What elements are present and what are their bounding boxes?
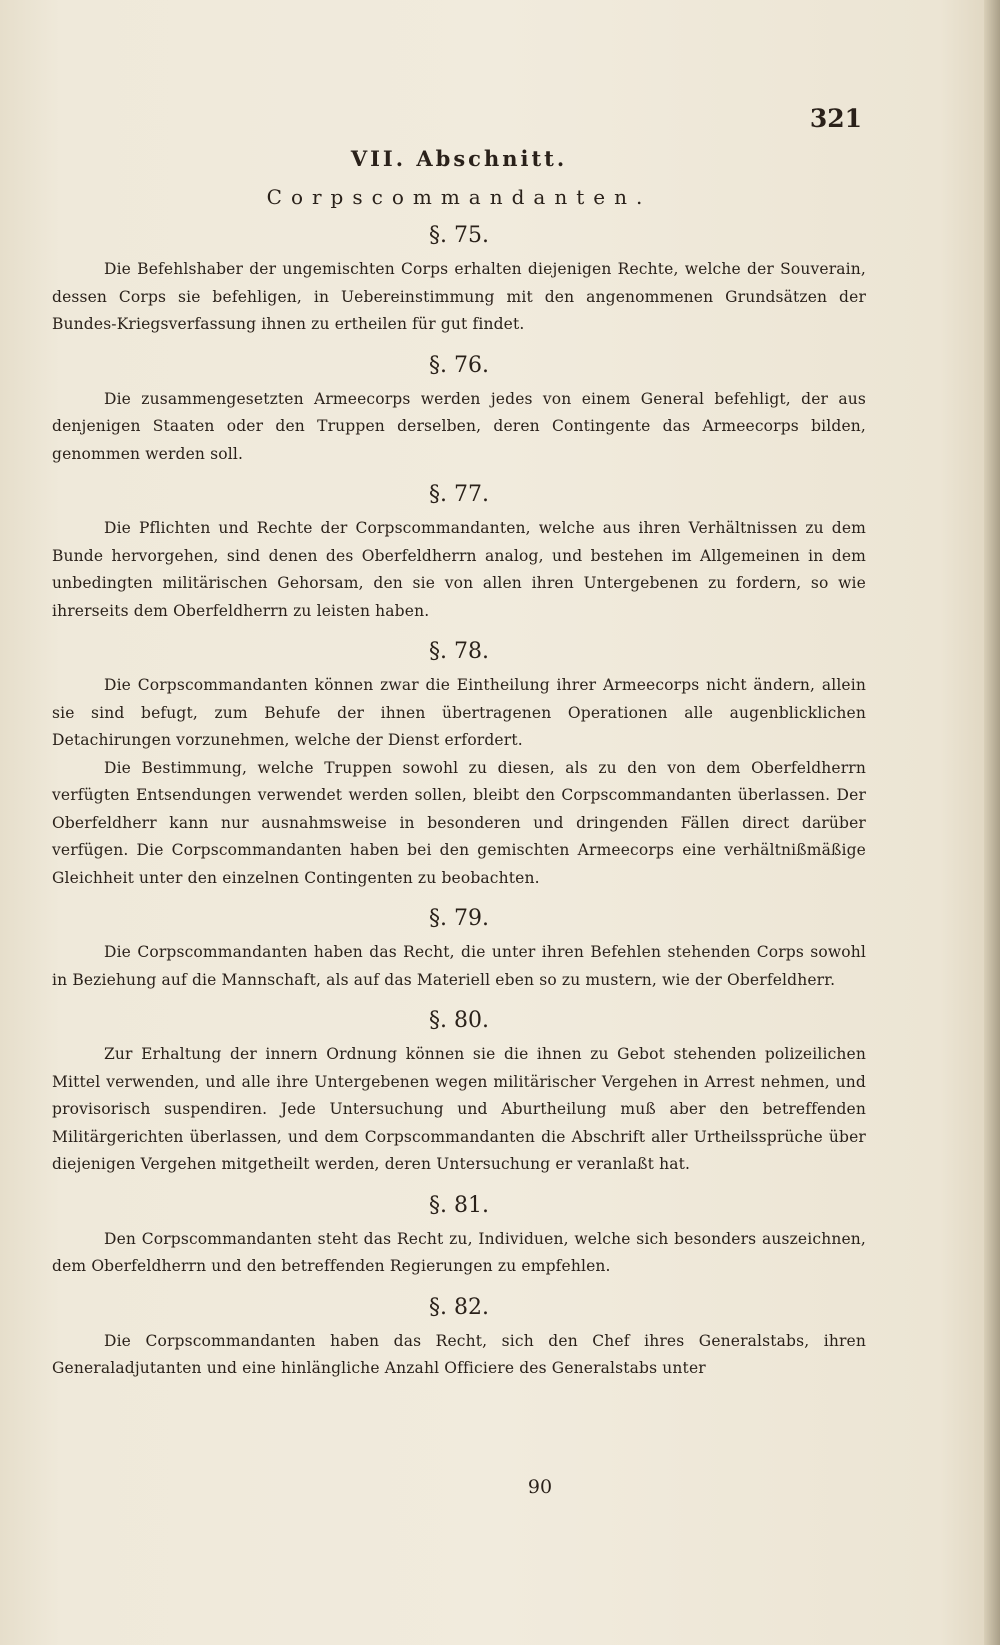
section-81 [52, 1193, 866, 1281]
section-75 [52, 223, 866, 339]
section-80 [52, 1008, 866, 1179]
paragraph: Die Bestimmung, welche Truppen sowohl zu diesen, als zu den von dem Oberfeldherrn verfügten Entsendungen verwendet werden sollen, bleibt den Corpscommandanten überlassen. Der Oberfeldherr kann nur ausnahmsweise in besonderen und dringenden Fällen direct darüber verfügen. Die Corpscommandanten haben bei den gemischten Armeecorps eine verhältnißmäßige Gleichheit unter den einzelnen Contingenten zu beobachten. [52, 758, 866, 887]
paragraph: Die Corpscommandanten können zwar die Eintheilung ihrer Armeecorps nicht ändern, allein sie sind befugt, zum Behufe der ihnen übertragenen Operationen alle augenblicklichen Detachirungen vorzunehmen, welche der Dienst erfordert. [52, 676, 866, 749]
section-heading: §. 77. [429, 482, 489, 507]
section-heading: §. 82. [429, 1294, 489, 1320]
paragraph: Den Corpscommandanten steht das Recht zu, Individuen, welche sich besonders auszeichnen, dem Oberfeldherrn und den betreffenden Regierungen zu empfehlen. [52, 1229, 866, 1275]
paragraph: Die Corpscommandanten haben das Recht, die unter ihren Befehlen stehenden Corps sowohl in Beziehung auf die Mannschaft, als auf das Materiell eben so zu mustern, wie der Oberfeldherr. [52, 943, 866, 989]
chapter-title: Corpscommandanten. [266, 185, 652, 209]
paragraph: Die zusammengesetzten Armeecorps werden jedes von einem General befehligt, der aus denjenigen Staaten oder den Truppen derselben, deren Contingente das Armeecorps bilden, genommen werden soll. [52, 389, 866, 463]
section-heading: §. 76. [429, 352, 489, 378]
section-77 [52, 482, 866, 625]
page-content [52, 138, 866, 1383]
section-78 [52, 639, 866, 892]
section-heading: §. 80. [429, 1008, 489, 1033]
paragraph: Die Pflichten und Rechte der Corpscommandanten, welche aus ihren Verhältnissen zu dem Bunde hervorgehen, sind denen des Oberfeldherrn analog, und bestehen im Allgemeinen in dem unbedingten militärischen Gehorsam, den sie von allen ihren Untergebenen zu fordern, so wie ihrerseits dem Oberfeldherrn zu leisten haben. [52, 519, 866, 620]
paragraph: Zur Erhaltung der innern Ordnung können sie die ihnen zu Gebot stehenden polizeilichen Mittel verwenden, und alle ihre Untergebenen wegen militärischer Vergehen in Arrest nehmen, und provisorisch suspendiren. Jede Untersuchung und Aburtheilung muß aber den betreffenden Militärgerichten überlassen, und dem Corpscommandanten die Abschrift aller Urtheilssprüche über diejenigen Vergehen mitgetheilt werden, deren Untersuchung er veranlaßt hat. [52, 1045, 866, 1173]
section-82 [52, 1295, 866, 1383]
paragraph: Die Befehlshaber der ungemischten Corps erhalten diejenigen Rechte, welche der Souverain, dessen Corps sie befehligen, in Uebereinstimmung mit den angenommenen Grundsätzen der Bundes-Kriegsverfassung ihnen zu ertheilen für gut findet. [52, 260, 866, 333]
section-79 [52, 906, 866, 994]
page-number: 321 [809, 104, 862, 133]
page-edge-shadow [984, 0, 1000, 1645]
chapter-heading: VII. Abschnitt. [350, 146, 568, 171]
section-heading: §. 75. [429, 223, 489, 248]
paragraph: Die Corpscommandanten haben das Recht, sich den Chef ihres Generalstabs, ihren Generaladjutanten und eine hinlängliche Anzahl Officiere des Generalstabs unter [52, 1331, 866, 1377]
section-heading: §. 81. [429, 1192, 489, 1218]
section-76 [52, 353, 866, 469]
section-heading: §. 79. [429, 906, 489, 931]
section-heading: §. 78. [429, 639, 489, 664]
printer-signature: 90 [527, 1476, 553, 1498]
